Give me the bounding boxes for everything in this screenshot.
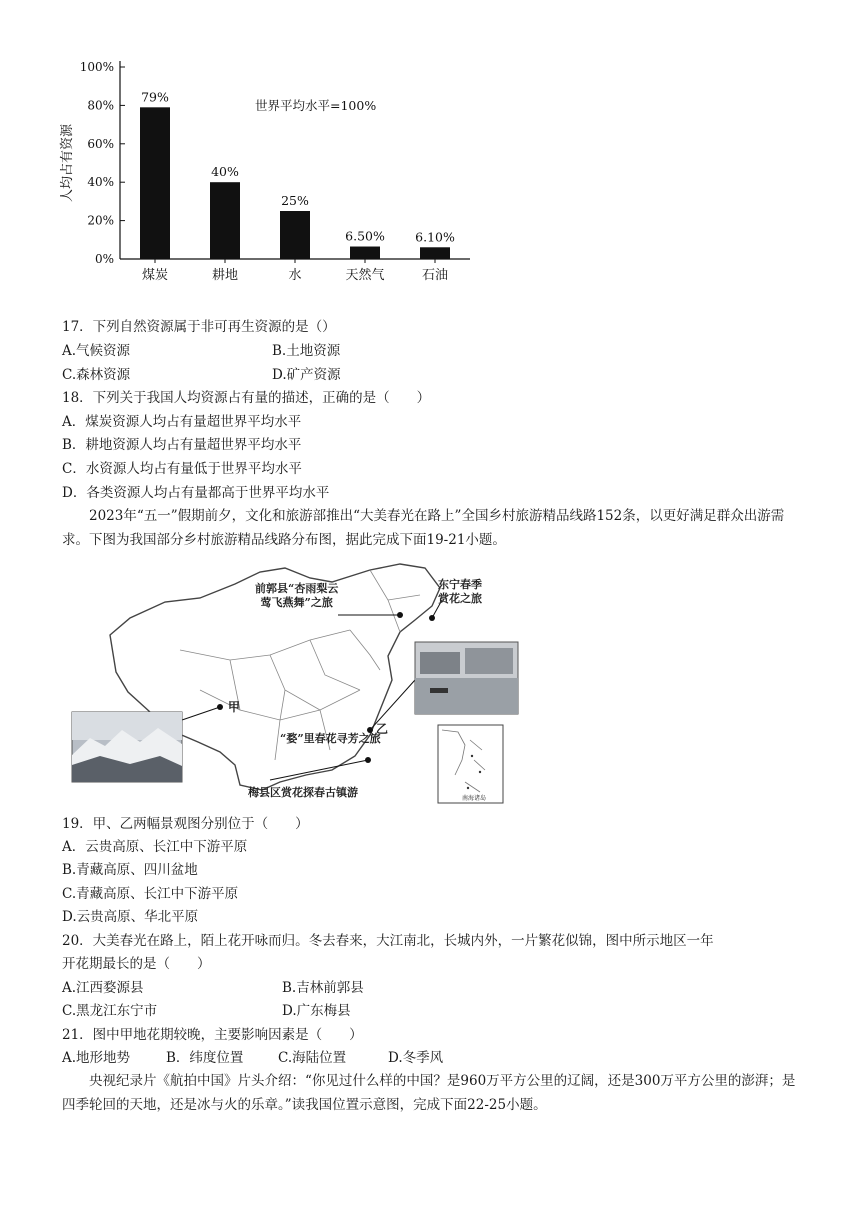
q21-option-a: A.地形地势 xyxy=(62,1050,131,1066)
resource-bar-chart xyxy=(55,55,485,295)
q20-option-a: A.江西婺源县 xyxy=(62,980,144,996)
photo-yi-water-town xyxy=(415,642,518,714)
q17-option-b: B.土地资源 xyxy=(272,343,341,359)
label-yi: 乙 xyxy=(376,722,389,736)
bar-value-label: 6.10% xyxy=(415,229,455,245)
bar-value-label: 79% xyxy=(141,89,169,105)
bar xyxy=(280,211,310,259)
q21-option-d: D.冬季风 xyxy=(388,1050,444,1066)
label-jia: 甲 xyxy=(228,700,241,714)
y-tick-label: 100% xyxy=(79,60,114,74)
q19-option-d: D.云贵高原、华北平原 xyxy=(62,909,199,925)
q20-option-b: B.吉林前郭县 xyxy=(282,980,364,996)
photo-jia-mountains xyxy=(72,712,182,782)
q19-option-b: B.青藏高原、四川盆地 xyxy=(62,862,198,878)
q20-option-c: C.黑龙江东宁市 xyxy=(62,1003,158,1019)
y-tick-label: 20% xyxy=(87,213,114,228)
tourism-route-map xyxy=(70,560,540,805)
q19-stem: 19．甲、乙两幅景观图分别位于（ ） xyxy=(62,816,309,832)
bar xyxy=(350,247,380,259)
x-tick-label: 煤炭 xyxy=(141,268,169,283)
x-tick-label: 水 xyxy=(288,268,302,283)
q21-option-b: B．纬度位置 xyxy=(166,1050,244,1066)
y-tick-label: 0% xyxy=(94,252,114,266)
bar-value-label: 6.50% xyxy=(345,228,385,244)
q20-option-d: D.广东梅县 xyxy=(282,1003,351,1019)
chart-annotation: 世界平均水平=100% xyxy=(255,98,377,113)
q19-option-a: A．云贵高原、长江中下游平原 xyxy=(62,839,248,855)
label-qianguo: 前郭县“杏雨梨云 莺飞燕舞”之旅 xyxy=(255,582,339,609)
q17-stem: 17．下列自然资源属于非可再生资源的是（） xyxy=(62,319,336,335)
q17-option-d: D.矿产资源 xyxy=(272,367,341,383)
bar xyxy=(140,107,170,259)
passage-aerial-china: 央视纪录片《航拍中国》片头介绍：“你见过什么样的中国？是960万平方公里的辽阔，还是300万平方公里的澎湃；是四季轮回的天地，还是冰与火的乐章。”读我国位置示意图，完成下面22-25小题。 xyxy=(62,1073,796,1113)
label-inset: 南海诸岛 xyxy=(462,795,487,802)
q21-option-c: C.海陆位置 xyxy=(278,1050,347,1066)
bar-value-label: 40% xyxy=(211,164,239,180)
chart-svg xyxy=(55,55,485,295)
q21-stem: 21．图中甲地花期较晚，主要影响因素是（ ） xyxy=(62,1027,363,1043)
q18-stem: 18．下列关于我国人均资源占有量的描述，正确的是（ ） xyxy=(62,390,431,406)
bar xyxy=(420,247,450,259)
q20-stem-line2: 开花期最长的是（ ） xyxy=(62,956,211,972)
label-wuyuan: “婺”里春花寻芳之旅 xyxy=(280,732,381,745)
q18-option-c: C．水资源人均占有量低于世界平均水平 xyxy=(62,461,302,477)
bar xyxy=(210,182,240,259)
x-tick-label: 石油 xyxy=(421,268,449,283)
y-tick-label: 60% xyxy=(87,136,114,151)
y-tick-label: 40% xyxy=(87,175,114,190)
label-dongning: 东宁春季 赏花之旅 xyxy=(438,578,482,605)
q17-option-a: A.气候资源 xyxy=(62,343,131,359)
q18-option-a: A．煤炭资源人均占有量超世界平均水平 xyxy=(62,414,302,430)
label-meixian: 梅县区赏花探春古镇游 xyxy=(248,786,358,799)
q20-stem-line1: 20．大美春光在路上，陌上花开咏而归。冬去春来，大江南北，长城内外，一片繁花似锦，图中所示地区一年 xyxy=(62,933,714,949)
q18-option-b: B．耕地资源人均占有量超世界平均水平 xyxy=(62,437,302,453)
y-tick-label: 80% xyxy=(87,98,114,113)
q18-option-d: D．各类资源人均占有量都高于世界平均水平 xyxy=(62,485,330,501)
q19-option-c: C.青藏高原、长江中下游平原 xyxy=(62,886,239,902)
passage-rural-tourism: 2023年“五一”假期前夕，文化和旅游部推出“大美春光在路上”全国乡村旅游精品线路152条，以更好满足群众出游需求。下图为我国部分乡村旅游精品线路分布图，据此完成下面19-21小题。 xyxy=(62,508,785,548)
y-axis-label: 人均占有资源 xyxy=(60,123,75,203)
x-tick-label: 天然气 xyxy=(345,268,385,283)
x-tick-label: 耕地 xyxy=(211,268,239,283)
bar-value-label: 25% xyxy=(281,193,309,208)
q17-option-c: C.森林资源 xyxy=(62,367,131,383)
